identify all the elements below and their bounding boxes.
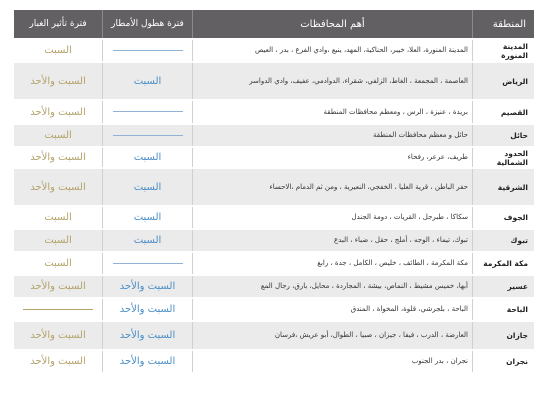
- dust-period-cell: السبت: [14, 207, 102, 228]
- dust-period-cell: السبت: [14, 253, 102, 274]
- forecast-table-container: [14, 8, 534, 374]
- empty-period-dash: [113, 50, 183, 51]
- region-cell: الشرقية: [472, 169, 534, 205]
- table-body: [14, 40, 534, 372]
- rain-period-cell: السبت: [102, 148, 192, 167]
- dust-period-cell: [14, 299, 102, 320]
- rain-period-cell: السبت والأحد: [102, 299, 192, 320]
- governorates-cell: تبوك، تيماء ، الوجه ، أملج ، حقل ، ضباء ، البدع: [192, 230, 472, 251]
- governorates-cell: حائل و معظم محافظات المنطقة: [192, 125, 472, 146]
- table-row: [14, 40, 534, 61]
- table-row: [14, 148, 534, 167]
- region-cell: تبوك: [472, 230, 534, 251]
- rain-period-cell: السبت: [102, 230, 192, 251]
- dust-period-cell: السبت: [14, 125, 102, 146]
- region-cell: المدينة المنورة: [472, 40, 534, 61]
- governorates-cell: نجران ، بدر الجنوب: [192, 351, 472, 372]
- region-cell: مكة المكرمة: [472, 253, 534, 274]
- region-cell: الباحة: [472, 299, 534, 320]
- governorates-cell: المدينة المنورة، العلا، خيبر، الحناكية، المهد، ينبع ،وادي الفرع ، بدر ، العيص: [192, 40, 472, 61]
- governorates-cell: العاصمة ، المجمعة ، الغاط، الزلفي، شقراء، الدوادمي، عفيف، وادي الدواسر: [192, 63, 472, 99]
- table-row: [14, 253, 534, 274]
- rain-period-cell: السبت: [102, 169, 192, 205]
- empty-period-dash: [23, 309, 93, 310]
- region-cell: عسير: [472, 276, 534, 297]
- empty-period-dash: [113, 111, 183, 112]
- rain-period-cell: السبت والأحد: [102, 351, 192, 372]
- rain-period-cell: السبت والأحد: [102, 276, 192, 297]
- table-row: [14, 299, 534, 320]
- header-dust-period: فترة تأثير الغبار: [14, 10, 102, 38]
- region-cell: الرياض: [472, 63, 534, 99]
- governorates-cell: الباحة ، بلجرشي، قلوة، المخواة ، المندق: [192, 299, 472, 320]
- governorates-cell: حفر الباطن ، قرية العليا ، الخفجي، النعيرية ، ومن ثم الدمام ،الاحساء: [192, 169, 472, 205]
- table-row: [14, 322, 534, 349]
- regions-forecast-table: [14, 8, 534, 374]
- dust-period-cell: السبت والأحد: [14, 101, 102, 123]
- governorates-cell: طريف، عرعر، رفحاء: [192, 148, 472, 167]
- table-row: [14, 169, 534, 205]
- governorates-cell: سكاكا ، طبرجل ، القريات ، دومة الجندل: [192, 207, 472, 228]
- governorates-cell: بريدة ، عنيزة ، الرس ، ومعظم محافظات المنطقة: [192, 101, 472, 123]
- table-row: [14, 207, 534, 228]
- region-cell: الجوف: [472, 207, 534, 228]
- table-row: [14, 125, 534, 146]
- rain-period-cell: السبت: [102, 207, 192, 228]
- region-cell: القصيم: [472, 101, 534, 123]
- dust-period-cell: السبت: [14, 230, 102, 251]
- empty-period-dash: [113, 263, 183, 264]
- rain-period-cell: [102, 101, 192, 123]
- table-header-row: [14, 10, 534, 38]
- rain-period-cell: [102, 40, 192, 61]
- dust-period-cell: السبت والأحد: [14, 169, 102, 205]
- header-rain-period: فترة هطول الأمطار: [102, 10, 192, 38]
- region-cell: حائل: [472, 125, 534, 146]
- table-row: [14, 276, 534, 297]
- rain-period-cell: السبت والأحد: [102, 322, 192, 349]
- table-row: [14, 230, 534, 251]
- dust-period-cell: السبت والأحد: [14, 148, 102, 167]
- dust-period-cell: السبت والأحد: [14, 351, 102, 372]
- region-cell: الحدود الشمالية: [472, 148, 534, 167]
- region-cell: جازان: [472, 322, 534, 349]
- dust-period-cell: السبت والأحد: [14, 322, 102, 349]
- header-region: المنطقة: [472, 10, 534, 38]
- governorates-cell: مكة المكرمة ، الطائف ، خليص ، الكامل ، جدة ، رابغ: [192, 253, 472, 274]
- dust-period-cell: السبت والأحد: [14, 63, 102, 99]
- dust-period-cell: السبت والأحد: [14, 276, 102, 297]
- rain-period-cell: السبت: [102, 63, 192, 99]
- table-row: [14, 101, 534, 123]
- table-row: [14, 351, 534, 372]
- header-governorates: أهم المحافظات: [192, 10, 472, 38]
- governorates-cell: العارضة ، الدرب ، فيفا ، جيزان ، صبيا ، الطوال، أبو عريش ،فرسان: [192, 322, 472, 349]
- dust-period-cell: السبت: [14, 40, 102, 61]
- rain-period-cell: [102, 125, 192, 146]
- table-row: [14, 63, 534, 99]
- region-cell: نجران: [472, 351, 534, 372]
- governorates-cell: أبها، خميس مشيط ، النماص، بيشة ، المجاردة ، محايل، بارق، رجال المع: [192, 276, 472, 297]
- empty-period-dash: [113, 135, 183, 136]
- rain-period-cell: [102, 253, 192, 274]
